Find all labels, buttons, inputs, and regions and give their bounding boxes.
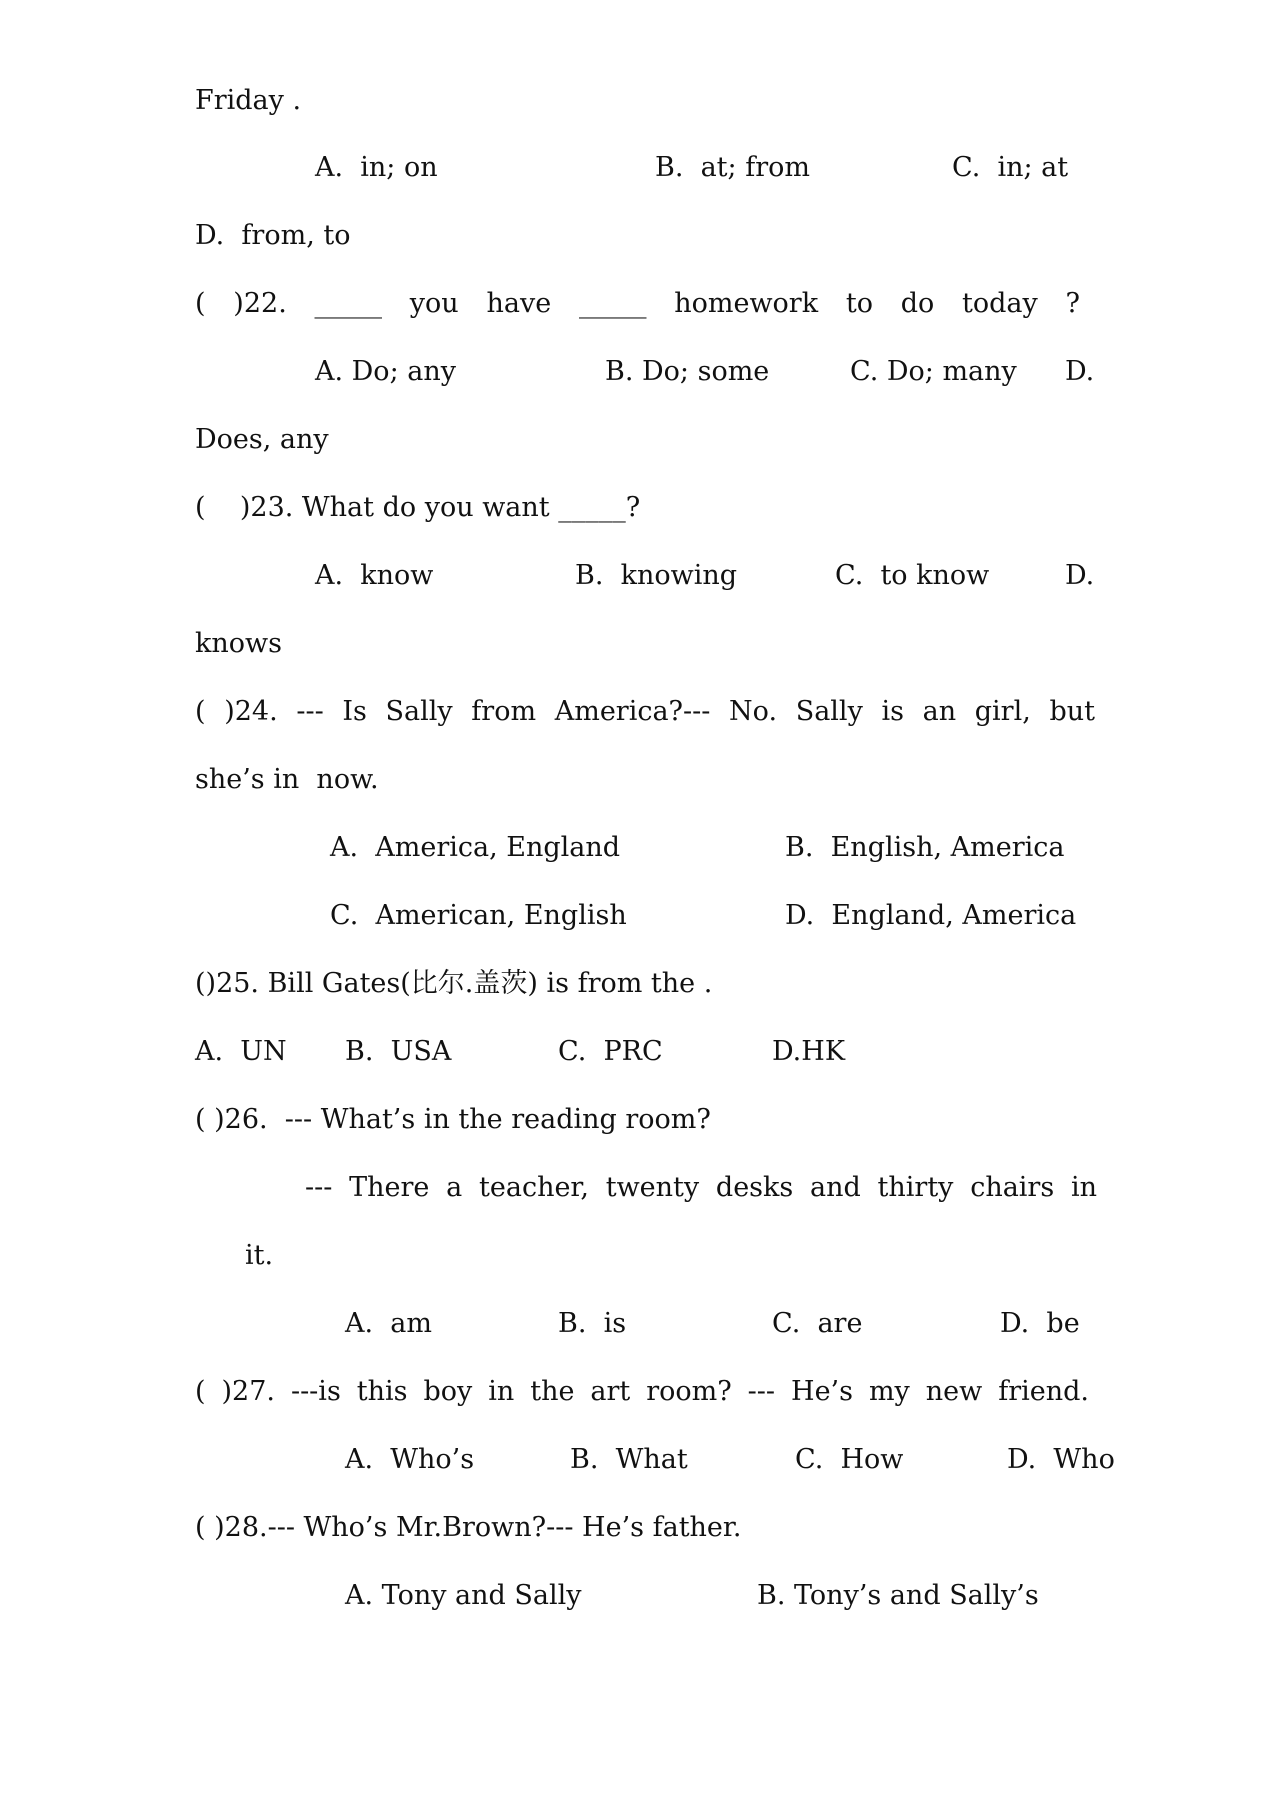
q24-option-a: A. America, England	[330, 832, 621, 863]
q22-option-b: B. Do; some	[605, 356, 770, 387]
q27-question: ( )27. ---is this boy in the art room? --- He’s my new friend.	[195, 1376, 1089, 1407]
q23-option-b: B. knowing	[575, 560, 738, 591]
q23-question: ( )23. What do you want _____?	[195, 492, 641, 523]
q27-option-a: A. Who’s	[345, 1444, 475, 1475]
q27-option-b: B. What	[570, 1444, 688, 1475]
q23-option-a: A. know	[315, 560, 434, 591]
q23-option-c: C. to know	[835, 560, 990, 591]
q21-option-b: B. at; from	[655, 152, 810, 183]
q22-option-c: C. Do; many	[850, 356, 1017, 387]
q26-option-d: D. be	[1000, 1308, 1080, 1339]
q27-option-c: C. How	[795, 1444, 904, 1475]
q24-question-cont: she’s in now.	[195, 764, 379, 795]
q25-question: ()25. Bill Gates(比尔.盖茨) is from the .	[195, 968, 713, 999]
q28-option-b: B. Tony’s and Sally’s	[757, 1580, 1039, 1611]
q21-option-a: A. in; on	[315, 152, 438, 183]
q24-option-b: B. English, America	[785, 832, 1065, 863]
q25-option-b: B. USA	[345, 1036, 452, 1067]
q25-option-c: C. PRC	[558, 1036, 663, 1067]
q24-question: ( )24. --- Is Sally from America?--- No. Sally is an girl, but	[195, 696, 1095, 727]
q27-option-d: D. Who	[1007, 1444, 1115, 1475]
q21-option-d: D. from, to	[195, 220, 351, 251]
q26-option-b: B. is	[558, 1308, 627, 1339]
q28-question: ( )28.--- Who’s Mr.Brown?--- He’s father.	[195, 1512, 742, 1543]
q22-option-d-label: D.	[1065, 356, 1095, 387]
q24-option-d: D. England, America	[785, 900, 1077, 931]
q26-option-a: A. am	[345, 1308, 432, 1339]
q22-option-a: A. Do; any	[315, 356, 456, 387]
q22-question: ( )22. _____ you have _____ homework to do today ?	[195, 288, 1080, 319]
q23-option-d-label: D.	[1065, 560, 1095, 591]
q23-option-d-text: knows	[195, 628, 282, 659]
q28-option-a: A. Tony and Sally	[345, 1580, 582, 1611]
q26-option-c: C. are	[772, 1308, 863, 1339]
q25-option-d: D.HK	[772, 1036, 845, 1067]
q26-question: ( )26. --- What’s in the reading room?	[195, 1104, 711, 1135]
q22-option-d-text: Does, any	[195, 424, 329, 455]
q25-option-a: A. UN	[195, 1036, 287, 1067]
q21-option-c: C. in; at	[952, 152, 1069, 183]
q26-answer-cont: it.	[245, 1240, 274, 1271]
q21-continuation: Friday .	[195, 85, 302, 116]
q24-option-c: C. American, English	[330, 900, 627, 931]
q26-answer: --- There a teacher, twenty desks and thirty chairs in	[305, 1172, 1097, 1203]
